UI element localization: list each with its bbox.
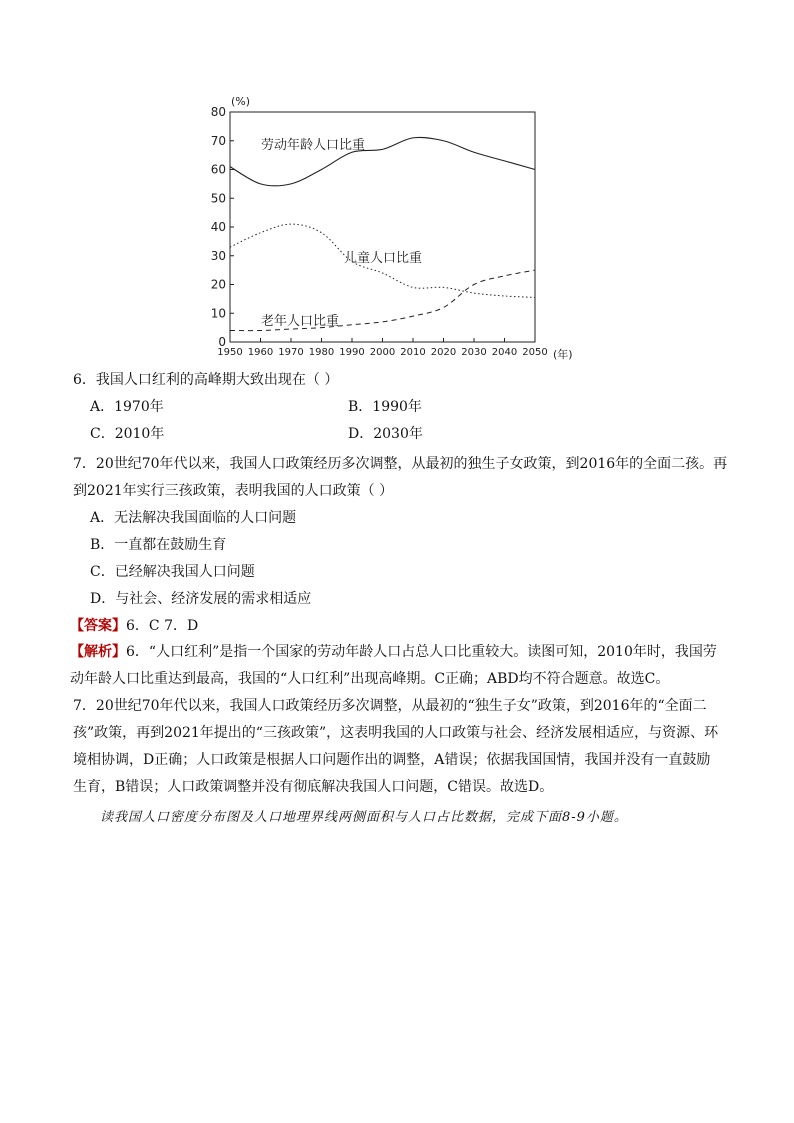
y-tick-label: 70 [210, 133, 226, 148]
question-7-stem-line2: 到2021年实行三孩政策，表明我国的人口政策（ ） [73, 483, 394, 499]
question-6-option-c[interactable]: C．2010年 [90, 426, 165, 442]
question-6-option-d[interactable]: D．2030年 [348, 426, 423, 442]
x-tick-label: 2030 [461, 347, 487, 358]
y-tick-label: 60 [210, 162, 226, 177]
x-tick-label: 2000 [369, 347, 396, 358]
question-7-option-b[interactable]: B．一直都在鼓励生育 [90, 537, 227, 553]
y-tick-label: 80 [210, 105, 226, 119]
x-tick-label: 2050 [522, 347, 548, 358]
x-tick-label: 1950 [217, 347, 243, 358]
analysis-tag: 【解析】 [70, 644, 126, 660]
x-axis-ticks [217, 338, 547, 358]
analysis-paragraph-6 [70, 639, 720, 693]
question-6-option-b[interactable]: B．1990年 [348, 399, 422, 415]
x-tick-label: 1970 [278, 347, 304, 358]
y-tick-label: 50 [210, 191, 226, 206]
y-tick-label: 10 [210, 306, 226, 321]
analysis-paragraph-7: 7．20世纪70年代以来，我国人口政策经历多次调整，从最初的“独生子女”政策，到2016年的“全面二孩”政策，再到2021年提出的“三孩政策”，这表明我国的人口政策与社会、经济发展相适应，与资源、环境相协调，D正确；人口政策是根据人口问题作出的调整，A错误；依据我国国情，我国并没有一直鼓励生育，B错误；人口政策调整并没有彻底解决我国人口问题，C错误。故选D。 [73, 698, 719, 795]
question-6-stem: 6．我国人口红利的高峰期大致出现在（ ） [73, 372, 339, 388]
x-tick-label: 2040 [491, 347, 518, 358]
x-tick-label: 1990 [339, 347, 365, 358]
question-7-option-a[interactable]: A．无法解决我国面临的人口问题 [90, 510, 297, 526]
question-6-option-a[interactable]: A．1970年 [90, 399, 164, 415]
y-axis-ticks [211, 105, 234, 349]
y-unit-label: (%) [231, 95, 251, 108]
analysis-text-6: 6．“人口红利”是指一个国家的劳动年龄人口占总人口比重较大。读图可知，2010年时，我国劳动年龄人口比重达到最高，我国的“人口红利”出现高峰期。C正确；ABD均不符合题意。故选C。 [70, 644, 717, 687]
answer-text: 6．C 7．D [126, 618, 199, 634]
series-label-elderly: 老年人口比重 [261, 314, 340, 329]
x-tick-label: 2020 [430, 347, 457, 358]
y-tick-label: 40 [210, 220, 226, 234]
question-7-stem-line1: 7．20世纪70年代以来，我国人口政策经历多次调整，从最初的独生子女政策，到2016年的全面二孩。再 [73, 456, 728, 472]
question-7-option-c[interactable]: C．已经解决我国人口问题 [90, 564, 255, 580]
next-section-intro: 读我国人口密度分布图及人口地理界线两侧面积与人口占比数据，完成下面8-9小题。 [100, 810, 628, 825]
answer-tag: 【答案】 [70, 618, 126, 634]
series-label-children: 儿童人口比重 [344, 251, 423, 266]
y-tick-label: 20 [210, 277, 226, 292]
x-unit-label: (年) [553, 348, 573, 361]
y-tick-label: 30 [210, 248, 226, 263]
x-tick-label: 2010 [400, 347, 426, 358]
question-7-option-d[interactable]: D．与社会、经济发展的需求相适应 [90, 591, 312, 607]
x-tick-label: 1960 [247, 347, 274, 358]
y-tick-label: 0 [218, 335, 226, 349]
series-label-working-age: 劳动年龄人口比重 [261, 138, 366, 153]
answer-line [70, 616, 198, 636]
x-tick-label: 1980 [308, 347, 335, 358]
series-lines [230, 137, 535, 330]
population-ratio-chart [205, 92, 585, 362]
